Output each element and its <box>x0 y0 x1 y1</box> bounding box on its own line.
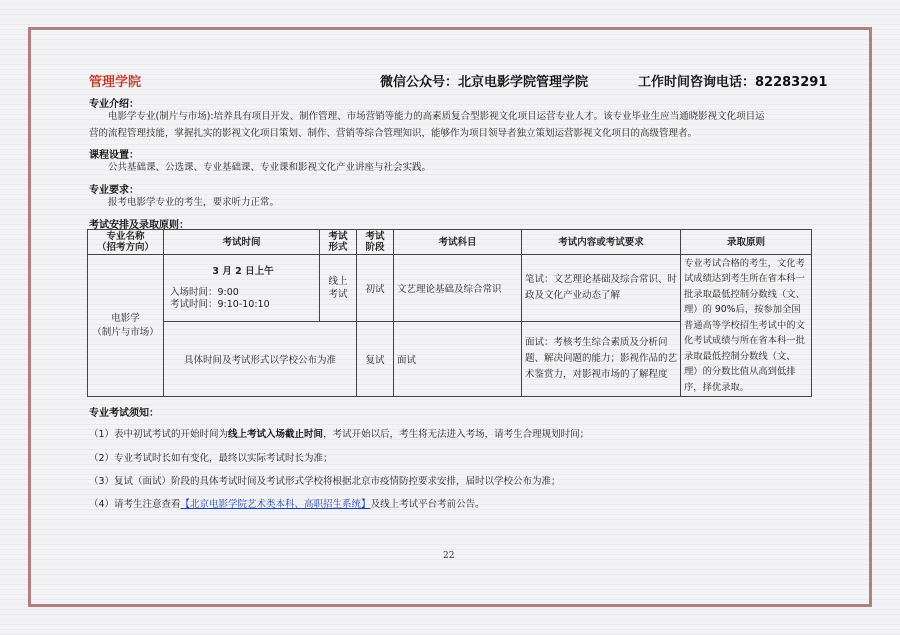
header-stage-line-2: 阶段 <box>365 242 385 253</box>
note-2: （2）专业考试时长如有变化，最终以实际考试时长为准； <box>89 453 333 464</box>
notes-heading: 专业考试须知： <box>89 408 159 419</box>
admissions-system-link[interactable]: 【北京电影学院艺术类本科、高职招生系统】 <box>180 499 371 510</box>
courses-heading: 课程设置： <box>89 150 139 161</box>
prelim-form-line-1: 线上 <box>328 276 348 287</box>
exam-heading: 考试安排及录取原则： <box>89 220 189 231</box>
page-number: 22 <box>443 551 455 561</box>
header-form-line-2: 形式 <box>328 242 348 253</box>
intro-heading: 专业介绍： <box>89 99 139 110</box>
header-major-line-1: 专业名称 <box>106 231 145 242</box>
table-row <box>88 255 812 322</box>
admission-principle: 专业考试合格的考生，文化考试成绩达到考生所在省本科一批录取最低控制分数线（文、理）的 90%后，按参加全国普通高等学校招生考试中的文化考试成绩与所在省本科一批录取最低控制分数线（文、理）的分数比值从高到低排序，择优录取。 <box>681 255 812 397</box>
header-form-line-1: 考试 <box>328 231 348 242</box>
intro-line-2: 营的流程管理技能，掌握扎实的影视文化项目策划、制作、营销等综合管理知识，能够作为项目领导者独立策划运营影视文化项目的高级管理者。 <box>89 128 698 139</box>
note-1-prefix: （1）表中初试考试的开始时间为 <box>89 429 229 440</box>
contact-phone: 工作时间咨询电话：82283291 <box>638 75 828 90</box>
school-name: 管理学院 <box>89 75 142 90</box>
requirements-heading: 专业要求： <box>89 185 139 196</box>
retest-time: 具体时间及考试形式以学校公布为准 <box>164 322 357 397</box>
note-4-suffix: 及线上考试平台考前公告。 <box>370 499 485 510</box>
major-line-1: 电影学 <box>111 312 140 324</box>
note-4 <box>89 496 485 510</box>
note-4-prefix: （4）请考生注意查看 <box>89 499 181 510</box>
intro-line-1: 电影学专业(制片与市场):培养具有项目开发、制作管理、市场营销等能力的高素质复合型影视文化项目运营专业人才。该专业毕业生应当通晓影视文化项目运 <box>108 111 765 122</box>
note-3: （3）复试（面试）阶段的具体考试时间及考试形式学校将根据北京市疫情防控要求安排，届时以学校公布为准； <box>89 476 561 487</box>
header-stage-line-1: 考试 <box>365 231 385 242</box>
retest-subject: 面试 <box>394 322 522 397</box>
note-1 <box>89 426 589 440</box>
prelim-stage: 初试 <box>357 255 394 322</box>
retest-content: 面试：考核考生综合素质及分析问题、解决问题的能力；影视作品的艺术鉴赏力，对影视市场的了解程度 <box>522 322 681 397</box>
header-subject: 考试科目 <box>394 230 522 255</box>
prelim-exam-time: 考试时间：9:10-10:10 <box>170 298 270 310</box>
prelim-form-line-2: 考试 <box>328 289 348 300</box>
wechat-account: 微信公众号：北京电影学院管理学院 <box>380 75 589 90</box>
retest-stage: 复试 <box>357 322 394 397</box>
prelim-date: 3 月 2 日上午 <box>212 265 274 277</box>
prelim-time-cell <box>164 255 320 322</box>
note-1-bold: 线上考试入场截止时间 <box>228 429 324 440</box>
header-principle: 录取原则 <box>681 230 812 255</box>
header-major-line-2: （招考方向） <box>96 242 154 253</box>
header-stage <box>357 230 394 255</box>
prelim-subject: 文艺理论基础及综合常识 <box>394 255 522 322</box>
prelim-content: 笔试：文艺理论基础及综合常识、时政及文化产业动态了解 <box>522 255 681 322</box>
courses-text: 公共基础课、公选课、专业基础课、专业课和影视文化产业讲座与社会实践。 <box>108 162 432 173</box>
prelim-entry-time: 入场时间：9:00 <box>170 286 239 298</box>
exam-table <box>87 229 812 397</box>
header-form <box>320 230 357 255</box>
requirements-text: 报考电影学专业的考生，要求听力正常。 <box>108 197 280 208</box>
header-content: 考试内容或考试要求 <box>522 230 681 255</box>
major-cell <box>88 255 164 397</box>
table-header-row <box>88 230 812 255</box>
prelim-form-cell <box>320 255 357 322</box>
note-1-suffix: ，考试开始以后，考生将无法进入考场，请考生合理规划时间； <box>323 429 590 440</box>
header-major <box>88 230 164 255</box>
major-line-2: （制片与市场） <box>92 326 159 338</box>
header-time: 考试时间 <box>164 230 320 255</box>
